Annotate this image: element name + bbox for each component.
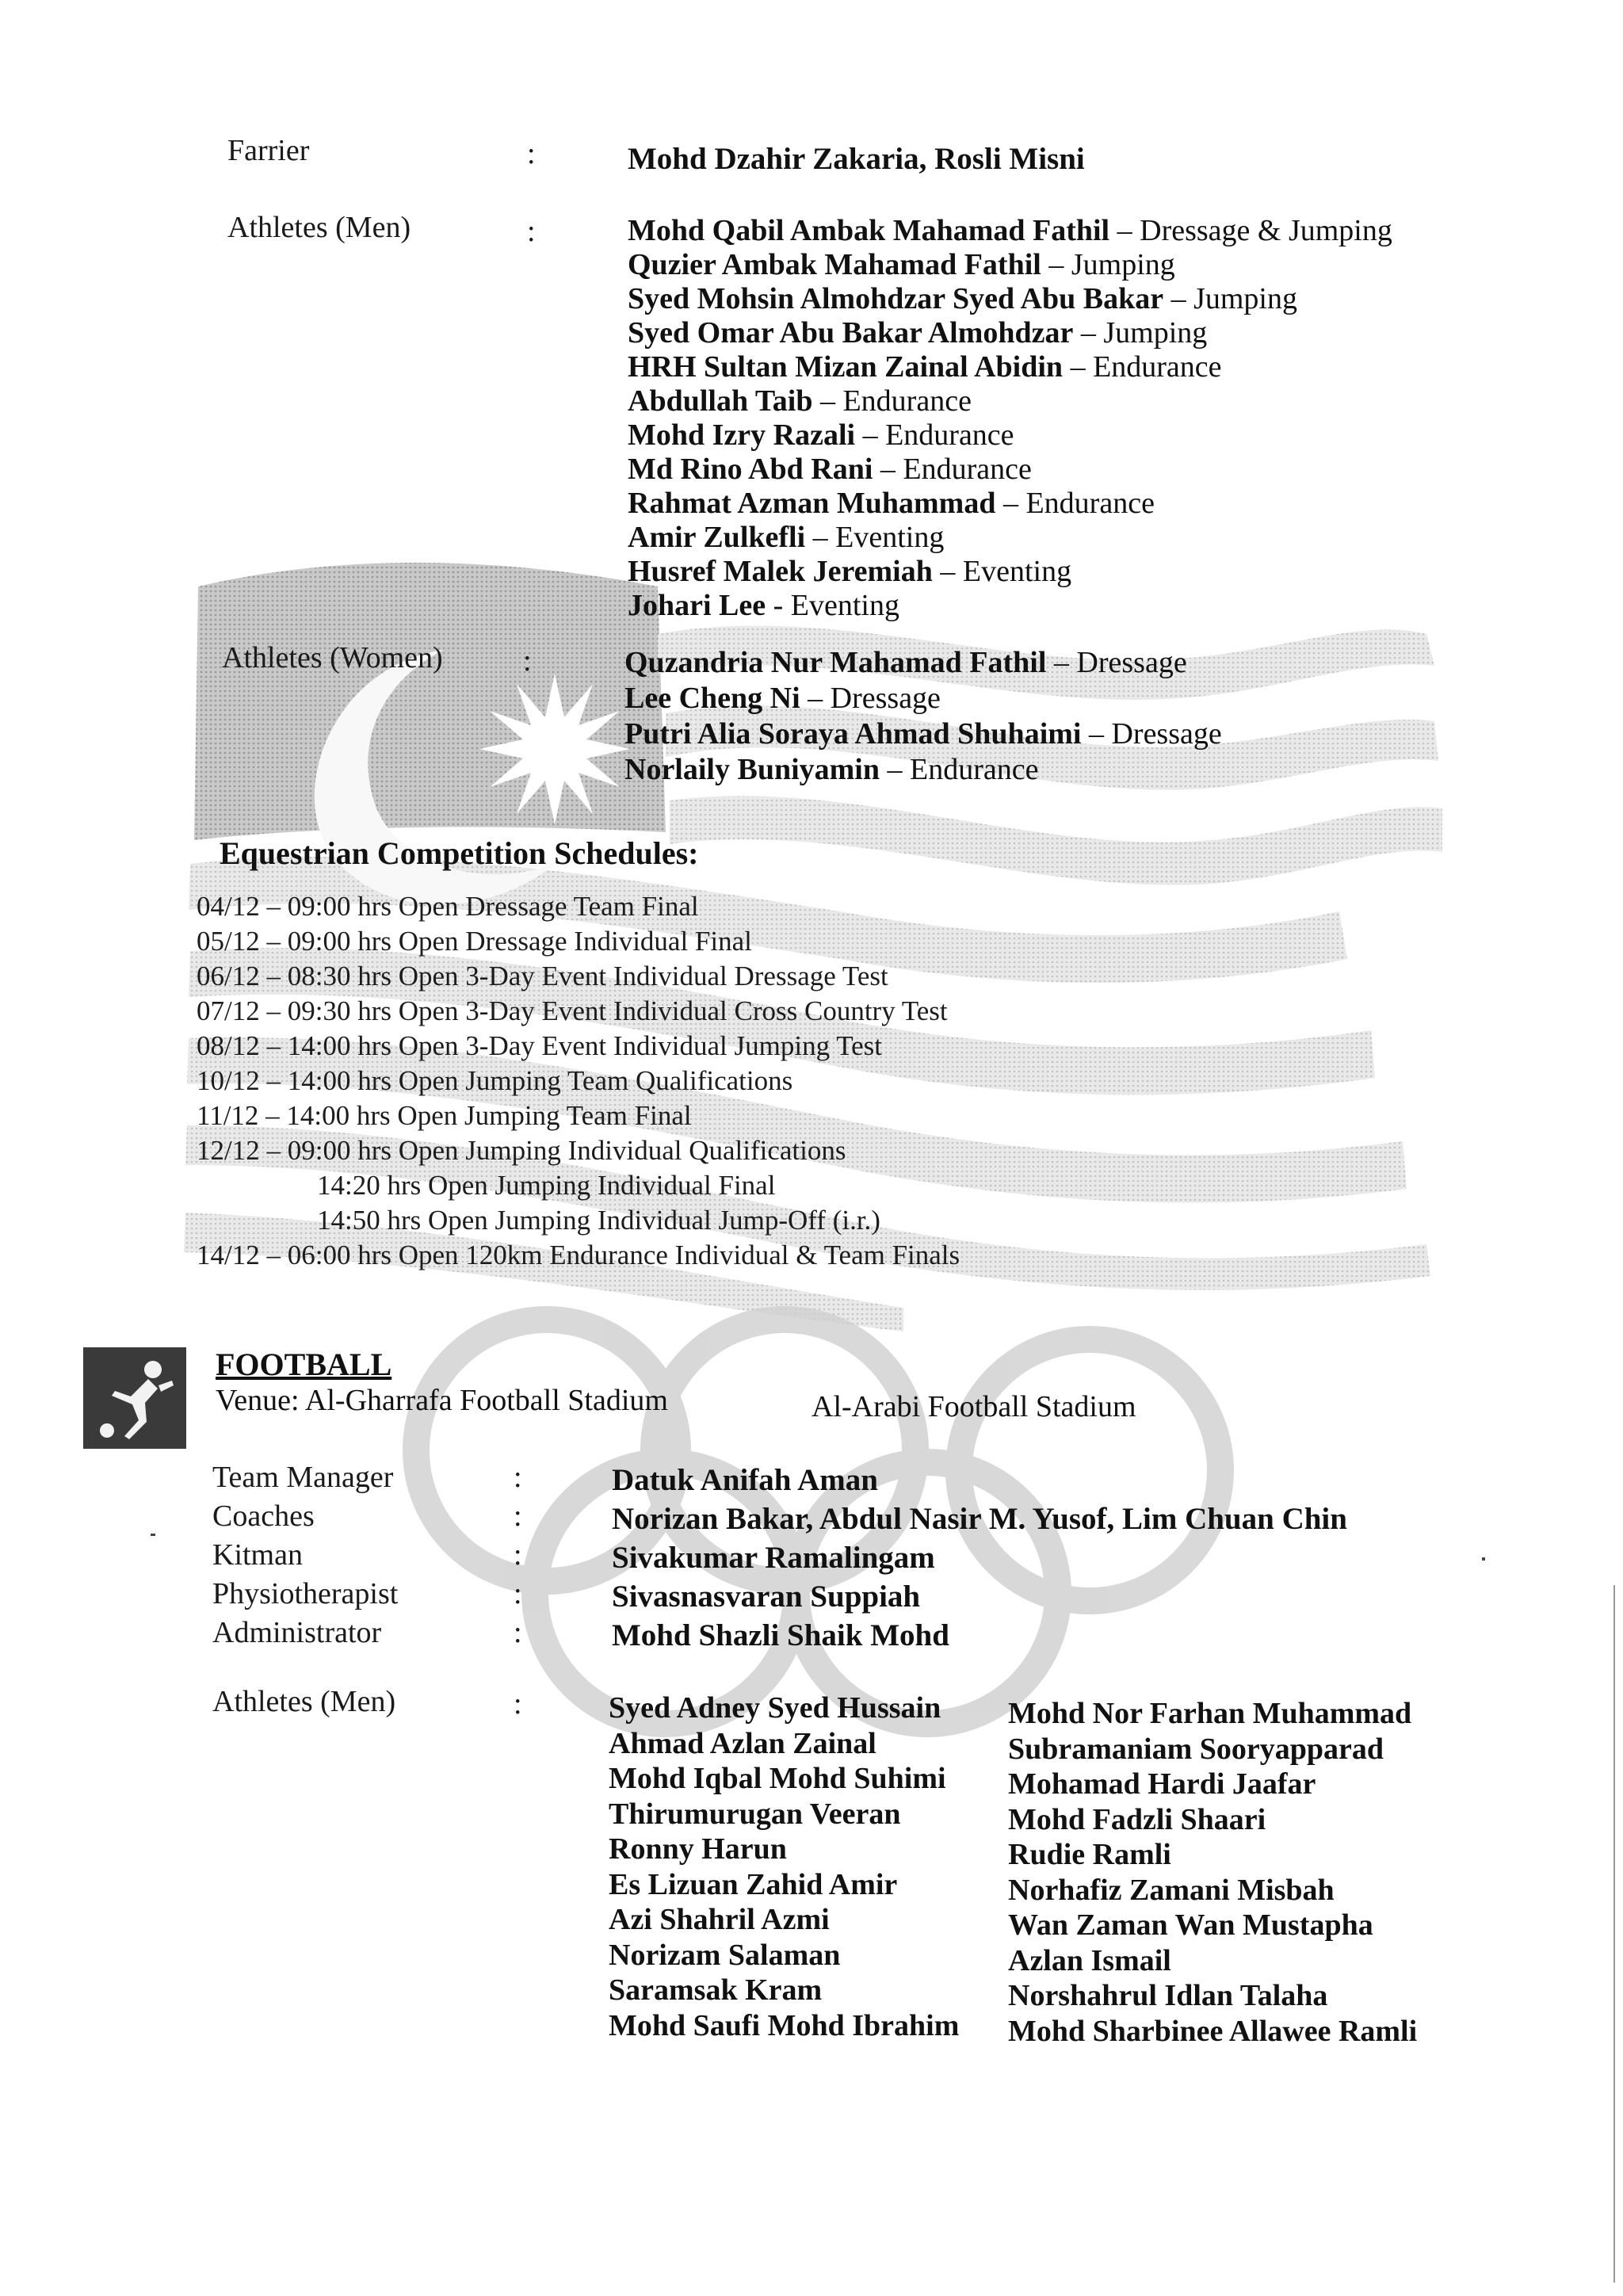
football-venue-second: Al-Arabi Football Stadium: [812, 1390, 1136, 1423]
schedule-item: 14:20 hrs Open Jumping Individual Final: [317, 1170, 776, 1201]
athlete-row: [624, 681, 1222, 716]
athlete-name: Johari Lee: [628, 589, 766, 622]
colon-separator: :: [514, 1499, 522, 1533]
colon-separator: :: [527, 137, 536, 170]
athlete-event: – Dressage: [1081, 717, 1222, 751]
scan-edge-line: [1613, 1585, 1615, 2283]
schedule-item: 10/12 – 14:00 hrs Open Jumping Team Qualifications: [197, 1065, 793, 1096]
athlete-name: Thirumurugan Veeran: [609, 1797, 901, 1831]
athlete-event: – Endurance: [855, 418, 1014, 452]
athlete-event: – Dressage: [1046, 646, 1187, 679]
schedule-item: 14/12 – 06:00 hrs Open 120km Endurance Individual & Team Finals: [197, 1240, 960, 1270]
athlete-name: Mohd Iqbal Mohd Suhimi: [609, 1762, 946, 1795]
athlete-event: – Dressage: [800, 682, 941, 715]
schedule-item: 06/12 – 08:30 hrs Open 3-Day Event Individual Dressage Test: [197, 961, 888, 991]
athlete-name: Mohamad Hardi Jaafar: [1008, 1767, 1316, 1801]
athlete-row: [628, 589, 1392, 623]
athlete-event: - Eventing: [766, 589, 899, 622]
athlete-row: [628, 487, 1392, 521]
athlete-row: [628, 214, 1392, 248]
football-officials-roles: [212, 1458, 398, 1652]
athlete-event: – Endurance: [812, 384, 972, 418]
scan-speck: [1482, 1557, 1485, 1561]
schedule-item: 12/12 – 09:00 hrs Open Jumping Individual Qualifications: [197, 1135, 846, 1166]
official-names: Norizan Bakar, Abdul Nasir M. Yusof, Lim Chuan Chin: [612, 1502, 1347, 1536]
athlete-name: Amir Zulkefli: [628, 521, 806, 554]
athlete-name: Quzier Ambak Mahamad Fathil: [628, 248, 1041, 281]
colon-separator: :: [514, 1461, 522, 1494]
athlete-event: – Jumping: [1073, 316, 1208, 350]
athlete-row: [628, 418, 1392, 453]
football-men-column-2: [1008, 1696, 1417, 2049]
football-title: FOOTBALL: [216, 1347, 392, 1382]
athletes-men-label: Athletes (Men): [227, 211, 411, 244]
athlete-name: Norlaily Buniyamin: [624, 753, 880, 786]
official-role: Kitman: [212, 1538, 303, 1572]
athlete-name: Azlan Ismail: [1008, 1943, 1171, 1977]
colon-separator: :: [527, 215, 536, 248]
football-athletes-men-label: Athletes (Men): [212, 1685, 396, 1718]
athlete-event: – Eventing: [932, 555, 1072, 588]
athlete-name: Abdullah Taib: [628, 384, 813, 418]
schedule-list: [197, 889, 960, 1273]
scan-speck: [151, 1534, 155, 1536]
schedule-item: 07/12 – 09:30 hrs Open 3-Day Event Individual Cross Country Test: [197, 995, 948, 1026]
athlete-name: Azi Shahril Azmi: [609, 1903, 830, 1936]
football-player-icon: [83, 1347, 186, 1449]
athlete-name: Es Lizuan Zahid Amir: [609, 1867, 898, 1901]
athlete-name: Norshahrul Idlan Talaha: [1008, 1979, 1328, 2012]
athlete-name: Putri Alia Soraya Ahmad Shuhaimi: [624, 717, 1082, 751]
athlete-name: Wan Zaman Wan Mustapha: [1008, 1908, 1373, 1942]
colon-separator: :: [514, 1538, 522, 1572]
equestrian-women-list: [624, 645, 1222, 788]
schedule-item: 11/12 – 14:00 hrs Open Jumping Team Final: [197, 1100, 692, 1131]
schedule-heading: Equestrian Competition Schedules:: [220, 835, 699, 871]
athlete-row: [628, 555, 1392, 589]
athlete-name: Quzandria Nur Mahamad Fathil: [624, 646, 1047, 679]
schedule-item: 14:50 hrs Open Jumping Individual Jump-Off (i.r.): [317, 1205, 880, 1236]
colon-separator: :: [514, 1577, 522, 1610]
football-officials-colons: [514, 1458, 522, 1652]
athlete-name: Ronny Harun: [609, 1832, 787, 1866]
football-venue: Venue: Al-Gharrafa Football Stadium: [216, 1384, 668, 1417]
athlete-row: [624, 645, 1222, 681]
athlete-row: [624, 752, 1222, 788]
athlete-row: [628, 316, 1392, 350]
official-names: Sivakumar Ramalingam: [612, 1541, 935, 1575]
athlete-name: Syed Omar Abu Bakar Almohdzar: [628, 316, 1074, 350]
official-role: Coaches: [212, 1499, 315, 1533]
athlete-name: Subramaniam Sooryapparad: [1008, 1732, 1384, 1766]
athlete-name: Mohd Sharbinee Allawee Ramli: [1008, 2014, 1418, 2048]
athletes-women-label: Athletes (Women): [222, 641, 443, 674]
schedule-item: 04/12 – 09:00 hrs Open Dressage Team Final: [197, 891, 699, 922]
official-names: Sivasnasvaran Suppiah: [612, 1580, 921, 1614]
athlete-row: [628, 521, 1392, 555]
athlete-name: Mohd Izry Razali: [628, 418, 856, 452]
athlete-event: – Jumping: [1163, 282, 1297, 315]
official-names: Mohd Dzahir Zakaria, Rosli Misni: [628, 142, 1085, 176]
athlete-event: – Endurance: [995, 487, 1155, 520]
athlete-name: Husref Malek Jeremiah: [628, 555, 933, 588]
athlete-name: Syed Mohsin Almohdzar Syed Abu Bakar: [628, 282, 1164, 315]
athlete-name: Md Rino Abd Rani: [628, 453, 873, 486]
athlete-event: – Eventing: [805, 521, 945, 554]
athlete-row: [628, 282, 1392, 316]
athlete-name: Mohd Qabil Ambak Mahamad Fathil: [628, 214, 1110, 247]
official-role: Farrier: [227, 134, 310, 167]
athlete-event: – Endurance: [873, 453, 1032, 486]
athlete-name: Norhafiz Zamani Misbah: [1008, 1873, 1335, 1907]
athlete-event: – Endurance: [880, 753, 1039, 786]
athlete-name: HRH Sultan Mizan Zainal Abidin: [628, 350, 1064, 384]
athlete-name: Lee Cheng Ni: [624, 682, 800, 715]
athlete-row: [628, 350, 1392, 384]
athlete-event: – Jumping: [1041, 248, 1175, 281]
athlete-row: [628, 384, 1392, 418]
athlete-name: Mohd Saufi Mohd Ibrahim: [609, 2008, 960, 2042]
athlete-name: Mohd Nor Farhan Muhammad: [1008, 1697, 1412, 1730]
football-officials-names: [612, 1461, 1347, 1655]
colon-separator: :: [514, 1616, 522, 1649]
equestrian-men-list: [628, 214, 1392, 623]
official-names: Mohd Shazli Shaik Mohd: [612, 1618, 949, 1652]
colon-separator: :: [514, 1687, 522, 1721]
athlete-name: Mohd Fadzli Shaari: [1008, 1802, 1266, 1836]
official-role: Team Manager: [212, 1461, 394, 1494]
athlete-name: Rudie Ramli: [1008, 1838, 1171, 1871]
athlete-name: Norizam Salaman: [609, 1938, 841, 1972]
colon-separator: :: [523, 644, 532, 678]
official-role: Administrator: [212, 1616, 382, 1649]
athlete-row: [624, 716, 1222, 752]
athlete-row: [628, 453, 1392, 487]
athlete-name: Rahmat Azman Muhammad: [628, 487, 996, 520]
athlete-event: – Dressage & Jumping: [1109, 214, 1392, 247]
official-names: Datuk Anifah Aman: [612, 1463, 878, 1497]
athlete-row: [628, 248, 1392, 282]
athlete-name: Saramsak Kram: [609, 1973, 823, 2007]
athlete-name: Ahmad Azlan Zainal: [609, 1726, 876, 1760]
official-role: Physiotherapist: [212, 1577, 399, 1610]
schedule-item: 05/12 – 09:00 hrs Open Dressage Individual Final: [197, 926, 752, 957]
athlete-name: Syed Adney Syed Hussain: [609, 1691, 941, 1725]
schedule-item: 08/12 – 14:00 hrs Open 3-Day Event Individual Jumping Test: [197, 1030, 883, 1061]
athlete-event: – Endurance: [1063, 350, 1222, 384]
football-men-column-1: [609, 1690, 959, 2043]
